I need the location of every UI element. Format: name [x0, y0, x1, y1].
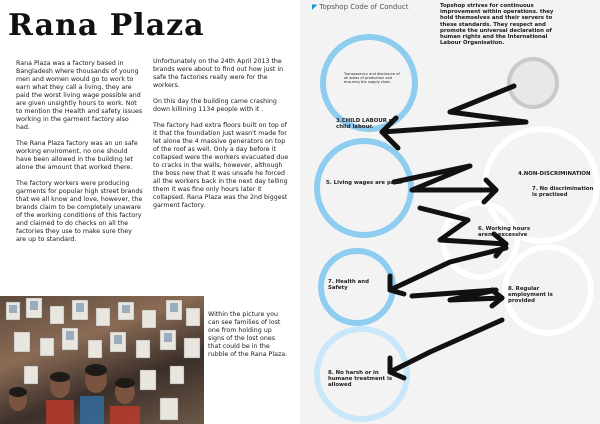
page-title: Rana Plaza — [8, 8, 205, 43]
arrows-layer — [300, 0, 600, 424]
item-health-safety: 7. Health and Safety — [328, 279, 369, 292]
item-non-discrimination: 4.NON-DISCRIMINATION — [518, 171, 591, 177]
item-humane-treatment: 8. No harsh or in humane treatment is allowed — [328, 370, 393, 389]
item-regular-employment: 8. Regular employment is provided — [508, 286, 553, 305]
paragraph: The factory workers were producing garments for popular high street brands that we all know and love, however, the brands claim to be completely unaware of the working conditions of this factory and claimed to do checks on all the factories they use to make sure they are up to standard. — [16, 180, 143, 243]
paragraph: The factory had extra floors built on top of it that the foundation just wasn't made for let alone the 4 massive generators on top of the roof as well. Only a day before it collapsed were the workers evacuated due to cracks in the walls, however, although the boss new that it was unsafe he forced all the workers back in the next day telling them it was fine only hours later it collapsed. Rana Plaza was the 2nd biggest garment factory. — [153, 122, 289, 209]
crowd-photo-illustration — [0, 296, 204, 424]
code-of-conduct-title: ◤ Topshop Code of Conduct — [312, 3, 409, 11]
crowd-photo — [0, 296, 204, 424]
topshop-logo-icon: ◤ — [312, 3, 318, 11]
item-living-wages: 5. Living wages are paid. — [326, 180, 403, 186]
transparency-note: Transparency and disclosure of all areas of production and ensuring the supply chain — [344, 72, 400, 85]
intro-text: Topshop strives for continuous improvement within operations. they hold themselves and their servers to these standards. They respect and promote the universal declaration of human rights and the International Labour Organisation. — [440, 3, 554, 47]
item-no-discrimination-practised: 7. No discrimination is practised — [532, 186, 594, 199]
paragraph: On this day the building came crashing down killining 1134 people with it . — [153, 98, 277, 113]
text-column-right — [153, 58, 293, 218]
item-child-labour: 3.CHILD LABOUR no child labour. — [336, 118, 397, 131]
item-working-hours: 6. Working hours aren't excessive — [478, 226, 531, 239]
photo-caption: Within the picture you can see families of lost one from holding up signs of the lost ones that could be in the rubble of the Rana Plaza. — [208, 311, 288, 358]
paragraph: The Rana Plaza factory was an un safe working enviroment, no one should have been allowed in the building let alone the amount that worked there. — [16, 140, 138, 171]
right-page — [300, 0, 600, 424]
paragraph: Rana Plaza was a factory based in Bangladesh where thousands of young men and women would go to work to earn what they call a living, they are paid the worst living wage possible and are given unsightly hours to work. Not to mention the Health and safety issues working in the garment factory also had. — [16, 60, 143, 131]
text-column-left — [16, 60, 144, 252]
paragraph: Unfortunately on the 24th April 2013 the brands were about to find out how just in safe the factories really were for the workers. — [153, 58, 284, 89]
